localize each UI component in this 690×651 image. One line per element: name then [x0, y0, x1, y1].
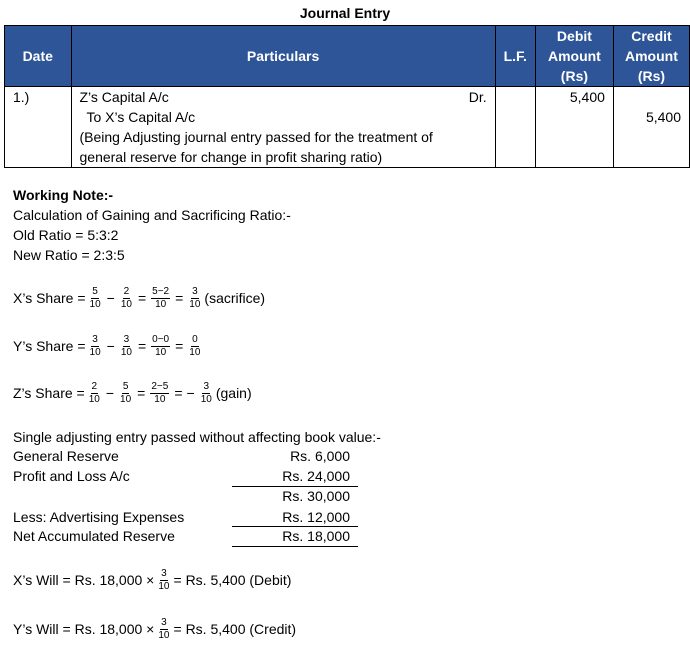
y-will-equation: [13, 609, 296, 649]
x-share-equation: X’s Share = $\frac{5}{10}$ − $\frac{2}{10}$ = $\frac{5-2}{10}$ = $\frac{3}{10}$ (sacrifice): [13, 285, 266, 310]
particulars-line-2: To X’s Capital A/c: [86, 109, 196, 125]
particulars-line-3: (Being Adjusting journal entry passed for the treatment of: [79, 129, 433, 145]
item-amount-advertising: Rs. 12,000: [282, 509, 350, 525]
z-share-label: Z’s Share =: [13, 385, 85, 401]
entry-credit: 5,400: [645, 109, 681, 125]
particulars-line-4: general reserve for change in profit sharing ratio): [79, 149, 383, 165]
y-frac-a: $\frac{3}{10}$: [89, 333, 101, 358]
header-credit-line3: (Rs): [637, 68, 666, 84]
header-debit-line2: Amount: [547, 48, 601, 64]
y-frac-c: $\frac{0-0}{10}$: [152, 333, 170, 358]
x-will-frac: $\frac{3}{10}$: [158, 567, 170, 592]
item-amount-general-reserve: Rs. 6,000: [290, 448, 350, 464]
header-credit-line1: Credit: [631, 28, 672, 44]
item-amount-net-reserve: Rs. 18,000: [282, 528, 350, 544]
header-debit-line1: Debit: [556, 28, 592, 44]
entry-date: 1.): [5, 87, 72, 168]
z-frac-b: $\frac{5}{10}$: [120, 380, 132, 405]
y-frac-result: $\frac{0}{10}$: [189, 333, 201, 358]
divider: [232, 546, 358, 547]
z-share-suffix: (gain): [215, 385, 252, 401]
y-will-frac: $\frac{3}{10}$: [158, 616, 170, 641]
item-label-general-reserve: General Reserve: [13, 448, 119, 464]
entry-lf: [495, 87, 535, 168]
header-credit-line2: Amount: [625, 48, 678, 64]
single-entry-heading: Single adjusting entry passed without affecting book value:-: [13, 429, 381, 445]
y-frac-b: $\frac{3}{10}$: [120, 333, 132, 358]
header-date: Date: [5, 26, 72, 87]
working-note-heading: Working Note:-: [13, 187, 114, 203]
x-frac-b: $\frac{2}{10}$: [120, 285, 132, 310]
item-label-profit-loss: Profit and Loss A/c: [13, 468, 130, 484]
y-share-label: Y’s Share =: [13, 338, 86, 354]
entry-particulars: [71, 87, 495, 168]
new-ratio: New Ratio = 2:3:5: [13, 247, 125, 263]
x-frac-result: $\frac{3}{10}$: [189, 285, 201, 310]
old-ratio: Old Ratio = 5:3:2: [13, 227, 119, 243]
z-frac-c: $\frac{2-5}{10}$: [151, 380, 169, 405]
table-header-row: [5, 26, 690, 87]
header-lf: L.F.: [495, 26, 535, 87]
table-row: [5, 87, 690, 168]
entry-debit: 5,400: [535, 87, 613, 168]
dr-label: Dr.: [468, 89, 487, 105]
journal-entry-table: [4, 25, 690, 168]
x-frac-a: $\frac{5}{10}$: [89, 285, 101, 310]
header-credit: [613, 26, 689, 87]
x-share-suffix: (sacrifice): [204, 290, 266, 306]
item-amount-profit-loss: Rs. 24,000: [282, 468, 350, 484]
x-frac-c: $\frac{5-2}{10}$: [152, 285, 170, 310]
particulars-line-1: Z’s Capital A/c: [79, 89, 169, 105]
x-will-pre: X’s Will = Rs. 18,000 ×: [13, 572, 155, 588]
z-frac-result: $\frac{3}{10}$: [200, 380, 212, 405]
header-debit: [535, 26, 613, 87]
item-label-net-reserve: Net Accumulated Reserve: [13, 528, 175, 544]
z-share-equation: Z’s Share = $\frac{2}{10}$ − $\frac{5}{10}$ = $\frac{2-5}{10}$ = − $\frac{3}{10}$ (gain): [13, 380, 252, 405]
item-label-advertising: Less: Advertising Expenses: [13, 509, 185, 525]
calc-heading: Calculation of Gaining and Sacrificing Ratio:-: [13, 207, 291, 223]
x-will-post: = Rs. 5,400 (Debit): [173, 572, 292, 588]
y-will-pre: Y’s Will = Rs. 18,000 ×: [13, 621, 155, 637]
item-amount-subtotal: Rs. 30,000: [282, 488, 350, 504]
x-share-label: X’s Share =: [13, 290, 86, 306]
y-share-equation: Y’s Share = $\frac{3}{10}$ − $\frac{3}{10}$ = $\frac{0-0}{10}$ = $\frac{0}{10}$: [13, 333, 201, 358]
document-title: Journal Entry: [299, 5, 391, 21]
x-will-equation: [13, 560, 291, 600]
entry-credit-cell: [613, 87, 689, 168]
header-particulars: Particulars: [71, 26, 495, 87]
y-will-post: = Rs. 5,400 (Credit): [173, 621, 297, 637]
z-frac-a: $\frac{2}{10}$: [88, 380, 100, 405]
header-debit-line3: (Rs): [560, 68, 589, 84]
